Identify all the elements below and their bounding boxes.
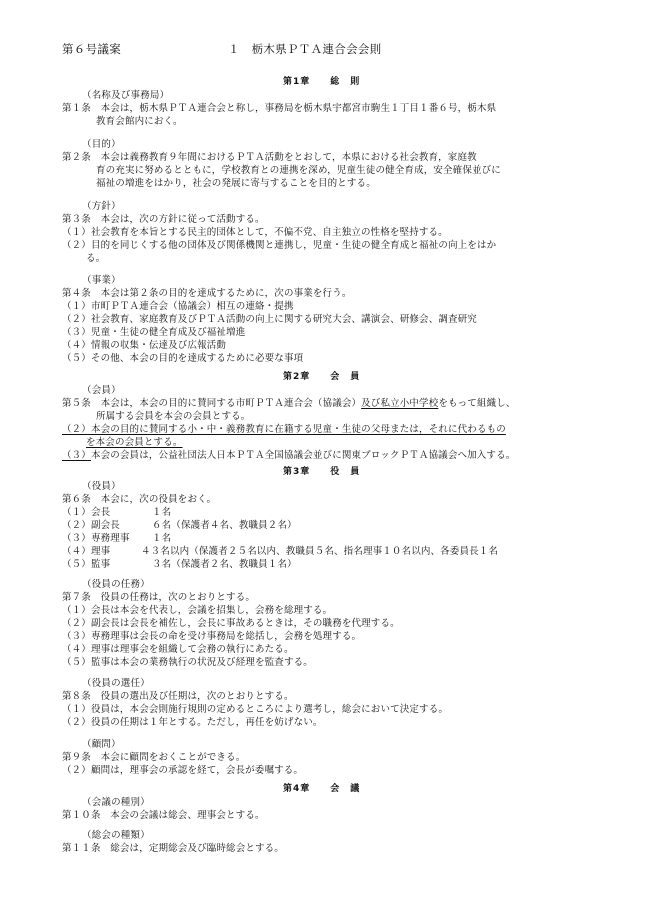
article-line: 福祉の増進をはかり，社会の発展に寄与することを目的とする。 [96, 178, 376, 189]
table-row: （３）専務理事 [62, 533, 130, 544]
article-line: 第３条 本会は，次の方針に従って活動する。 [62, 214, 265, 225]
article-caption: （総会の種類） [82, 830, 150, 841]
article-line: （１）市町ＰＴＡ連合会（協議会）相互の連絡・提携 [62, 301, 294, 312]
article-line: 第７条 役員の任務は，次のとおりとする。 [62, 592, 256, 603]
article-line: 第１１条 総会は，定期総会及び臨時総会とする。 [62, 843, 284, 854]
article-line: （２）役員の任期は１年とする。ただし，再任を妨げない。 [62, 717, 323, 728]
article-line: 教育会館内におく。 [96, 116, 183, 127]
article-line: 第５条 本会は，本会の目的に賛同する市町ＰＴＡ連合会（協議会）及び私立小中学校をもって組織し、 [62, 398, 516, 409]
article-line: る。 [86, 253, 106, 264]
article-caption: （役員） [82, 481, 121, 492]
agenda-number: 第６号議案 [62, 42, 121, 56]
article-line: （３）本会の会員は，公益社団法人日本ＰＴＡ全国協議会並びに関東ブロックＰＴＡ協議会へ加入する。 [62, 450, 516, 461]
chapter-heading: 第4章 会 議 [283, 784, 361, 794]
underlined-amendment: （２）本会の目的に賛同する小・中・義務教育に在籍する児童・生徒の父母または，それに代わるもの [62, 424, 506, 435]
underlined-amendment: （３） [62, 450, 91, 461]
article-line: 第８条 役員の選出及び任期は，次のとおりとする。 [62, 691, 294, 702]
article-line: （４）理事は理事会を組織して会務の執行にあたる。 [62, 644, 294, 655]
article-caption: （方針） [82, 201, 121, 212]
table-row: （２）副会長 [62, 520, 120, 531]
chapter-heading: 第2章 会 員 [283, 372, 361, 382]
article-line: （５）監事は本会の業務執行の状況及び経理を監査する。 [62, 657, 313, 668]
article-line: 第４条 本会は第２条の目的を達成するために，次の事業を行う。 [62, 288, 352, 299]
article-line: （１）会長は本会を代表し，会議を招集し，会務を総理する。 [62, 605, 333, 616]
article-line: 第１条 本会は，栃木県ＰＴＡ連合会と称し，事務局を栃木県宇都宮市駒生１丁目１番６号，栃木県 [62, 103, 497, 114]
officer-count: ６名（保護者４名、教職員２名） [152, 520, 297, 531]
article-line: （５）その他、本会の目的を達成するために必要な事項 [62, 353, 304, 364]
article-caption: （会員） [82, 385, 121, 396]
article-caption: （顧問） [82, 739, 121, 750]
article-caption: （事業） [82, 275, 121, 286]
article-line: （２）目的を同じくする他の団体及び関係機関と連携し，児童・生徒の健全育成と福祉の向上をはか [62, 240, 497, 251]
article-line: 第６条 本会に，次の役員をおく。 [62, 494, 217, 505]
document-title: １ 栃木県ＰＴＡ連合会会則 [228, 42, 382, 56]
article-line: （２）社会教育、家庭教育及びＰＴＡ活動の向上に関する研究大会、講演会、研修会、調査研究 [62, 314, 477, 325]
article-line: 第２条 本会は義務教育９年間におけるＰＴＡ活動をとおして，本県における社会教育，家庭教 [62, 152, 477, 163]
officer-count: ３名（保護者２名、教職員１名） [152, 559, 297, 570]
article-line: （１）役員は，本会会則施行規則の定めるところにより選考し，総会において決定する。 [62, 704, 449, 715]
officer-count: ４３名以内（保護者２５名以内、教職員５名、指名理事１０名以内、各委員長１名 [141, 546, 499, 557]
article-caption: （会議の種別） [82, 797, 150, 808]
article-caption: （役員の選任） [82, 678, 150, 689]
article-caption: （役員の任務） [82, 579, 150, 590]
article-line: 第９条 本会に顧問をおくことができる。 [62, 752, 246, 763]
article-line: （２）顧問は，理事会の承認を経て，会長が委嘱する。 [62, 765, 304, 776]
article-caption: （名称及び事務局） [82, 90, 170, 101]
article-line: （３）児童・生徒の健全育成及び福祉増進 [62, 327, 246, 338]
underlined-amendment: 及び私立小中学校 [361, 398, 439, 409]
table-row: （４）理事 [62, 546, 111, 557]
article-line: 第１０条 本会の会議は総会、理事会とする。 [62, 810, 265, 821]
article-line: （２）副会長は会長を補佐し，会長に事故あるときは，その職務を代理する。 [62, 618, 400, 629]
article-line: （３）専務理事は会長の命を受け事務局を総括し，会務を処理する。 [62, 631, 362, 642]
chapter-heading: 第3章 役 員 [283, 467, 361, 477]
article-caption: （目的） [82, 139, 121, 150]
article-line: 所属する会員を本会の会員とする。 [96, 411, 251, 422]
officer-count: １名 [152, 533, 172, 544]
underlined-amendment: を本会の会員とする。 [86, 437, 183, 448]
officer-count: １名 [152, 507, 172, 518]
table-row: （５）監事 [62, 559, 111, 570]
article-line: （４）情報の収集・伝達及び広報活動 [62, 340, 227, 351]
article-line: （１）社会教育を本旨とする民主的団体として，不偏不党、自主独立の性格を堅持する。 [62, 227, 448, 238]
table-row: （１）会長 [62, 507, 111, 518]
chapter-heading: 第1章 総 則 [283, 77, 361, 87]
article-line: 育の充実に努めるとともに，学校教育との連携を深め，児童生徒の健全育成，安全確保並びに [96, 165, 501, 176]
